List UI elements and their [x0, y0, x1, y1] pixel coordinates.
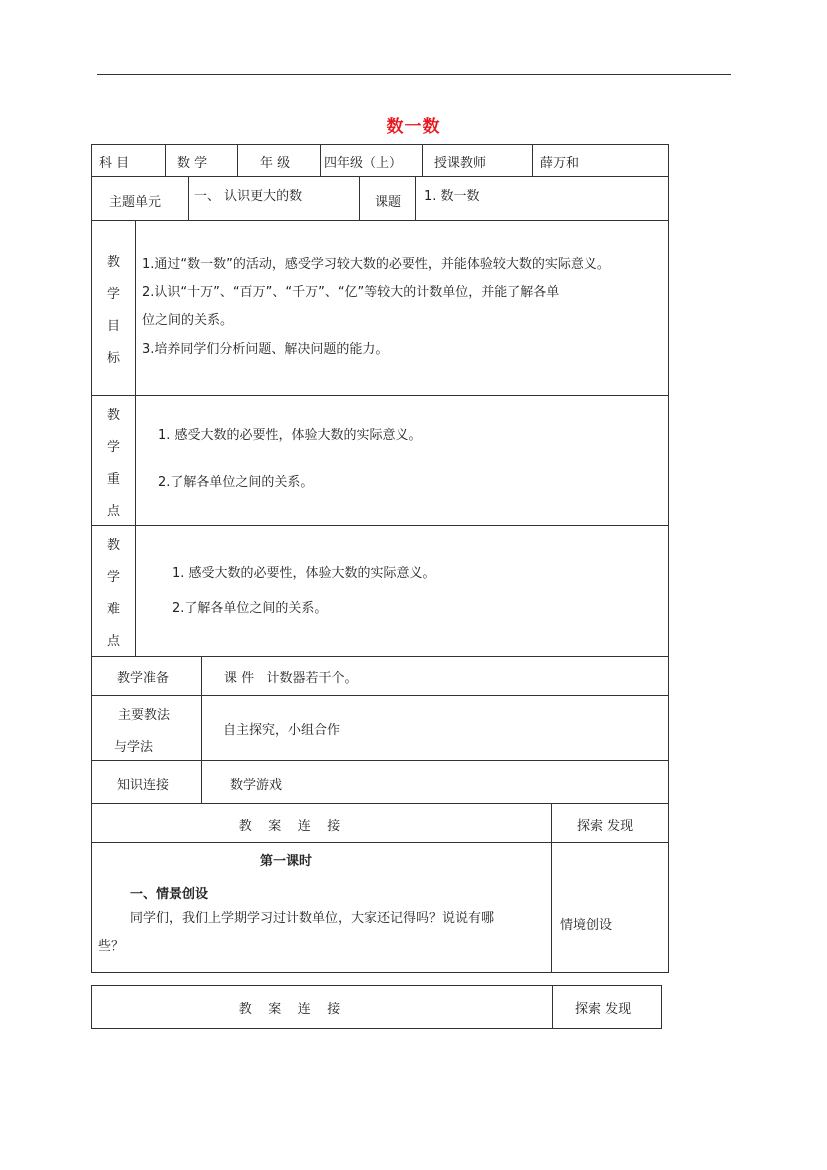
subject-value: 数 学: [177, 156, 208, 171]
goal-line-4: 3.培养同学们分析问题、解决问题的能力。: [142, 342, 389, 357]
plan-header-row-2: [91, 985, 662, 1029]
header-rule: [97, 74, 731, 75]
unit-value: 一、 认识更大的数: [194, 189, 303, 204]
prep-row: [91, 657, 669, 696]
prep-value: 课 件 计数器若干个。: [224, 671, 358, 686]
plan-content-row: [91, 843, 669, 973]
grade-value: 四年级（上）: [324, 156, 403, 171]
goals-label: 教 学 目 标: [106, 255, 120, 366]
methods-value: 自主探究，小组合作: [223, 723, 341, 738]
lesson-value: 1. 数一数: [424, 189, 480, 204]
key-point-1: 1. 感受大数的必要性，体验大数的实际意义。: [158, 428, 422, 443]
knowledge-label: 知识连接: [117, 778, 170, 793]
key-points-label: 教 学 重 点: [106, 408, 120, 519]
session-title: 第一课时: [260, 854, 313, 869]
plan-header-2-left: 教 案 连 接: [238, 1002, 341, 1017]
plan-header-2-right: 探索 发现: [575, 1002, 632, 1017]
prep-label: 教学准备: [117, 671, 170, 686]
knowledge-row: [91, 761, 669, 804]
plan-content-right: 情境创设: [560, 918, 613, 933]
plan-header-right: 探索 发现: [577, 819, 634, 834]
key-point-2: 2.了解各单位之间的关系。: [158, 475, 314, 490]
lesson-label: 课题: [375, 195, 402, 210]
goal-line-3: 位之间的关系。: [142, 313, 234, 328]
teacher-value: 薛万和: [540, 156, 580, 171]
section-title: 一、情景创设: [130, 887, 209, 902]
knowledge-value: 数学游戏: [230, 778, 283, 793]
methods-label-2: 与学法: [114, 740, 154, 755]
subject-label: 科 目: [99, 156, 130, 171]
difficulty-1: 1. 感受大数的必要性，体验大数的实际意义。: [172, 566, 436, 581]
methods-row: [91, 696, 669, 761]
unit-label: 主题单元: [109, 195, 162, 210]
goal-line-2: 2.认识“十万”、“百万”、“千万”、“亿”等较大的计数单位，并能了解各单: [142, 285, 560, 300]
plan-header-row: [91, 804, 669, 843]
content-line-2: 些？: [98, 939, 125, 954]
key-points-row: [91, 396, 669, 526]
goal-line-1: 1.通过“数一数”的活动，感受学习较大数的必要性，并能体验较大数的实际意义。: [142, 257, 610, 272]
page-title: 数一数: [386, 117, 441, 137]
unit-row: [91, 177, 669, 221]
goals-row: [91, 221, 669, 396]
header-row: [91, 144, 669, 177]
difficulties-label: 教 学 难 点: [106, 538, 120, 649]
teacher-label: 授课教师: [434, 156, 487, 171]
content-line-1: 同学们，我们上学期学习过计数单位，大家还记得吗？说说有哪: [130, 911, 495, 926]
difficulties-row: [91, 526, 669, 657]
methods-label-1: 主要教法: [118, 708, 171, 723]
grade-label: 年 级: [260, 156, 291, 171]
plan-header-left: 教 案 连 接: [238, 819, 341, 834]
difficulty-2: 2.了解各单位之间的关系。: [172, 601, 328, 616]
